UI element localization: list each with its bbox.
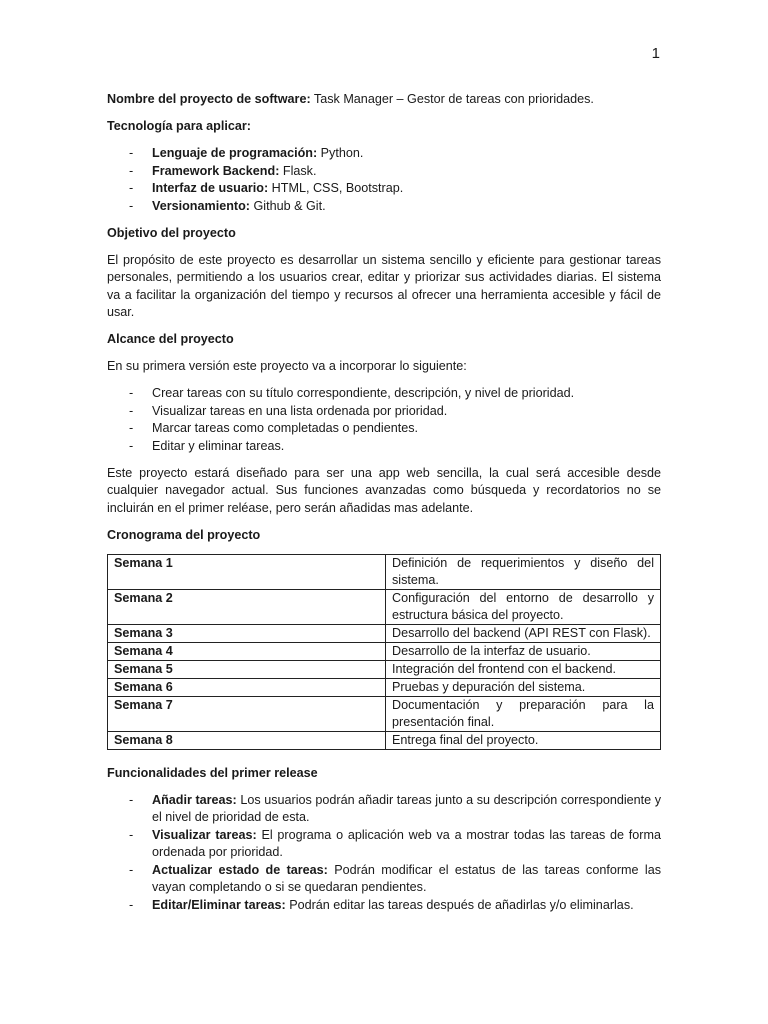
list-item (107, 198, 661, 216)
task-cell: Pruebas y depuración del sistema. (386, 678, 661, 696)
task-cell: Definición de requerimientos y diseño del sistema. (386, 554, 661, 589)
table-row (108, 660, 661, 678)
item-value: Podrán modificar el estatus de las tareas conforme las vayan completando o si se quedaran pendientes. (152, 862, 662, 894)
project-name-line (107, 91, 661, 109)
item-value: Podrán editar las tareas después de añadirlas y/o eliminarlas. (289, 897, 634, 912)
project-name-label: Nombre del proyecto de software: (107, 92, 311, 106)
list-item (107, 792, 661, 827)
week-cell: Semana 7 (108, 696, 386, 731)
week-cell: Semana 5 (108, 660, 386, 678)
task-cell: Integración del frontend con el backend. (386, 660, 661, 678)
week-cell: Semana 3 (108, 624, 386, 642)
table-row (108, 642, 661, 660)
item-value: Python. (320, 146, 364, 160)
list-item (107, 897, 661, 915)
scope-heading: Alcance del proyecto (107, 332, 234, 346)
schedule-heading: Cronograma del proyecto (107, 527, 261, 542)
task-cell: Desarrollo del backend (API REST con Flask). (386, 624, 661, 642)
list-item: - Editar y eliminar tareas. (107, 438, 661, 456)
list-item (107, 145, 661, 163)
table-row (108, 624, 661, 642)
week-cell: Semana 2 (108, 589, 386, 624)
week-cell: Semana 8 (108, 731, 386, 749)
week-cell: Semana 4 (108, 642, 386, 660)
list-item (107, 862, 661, 897)
schedule-table (107, 554, 661, 750)
item-value: Los usuarios podrán añadir tareas junto a su descripción correspondiente y el nivel de prioridad de esta. (152, 792, 661, 824)
item-label: Versionamiento: (152, 198, 250, 213)
table-row (108, 731, 661, 749)
item-value: Flask. (282, 163, 317, 178)
week-cell: Semana 1 (108, 554, 386, 589)
project-name-value: Task Manager – Gestor de tareas con prioridades. (313, 92, 594, 106)
list-item (107, 163, 661, 181)
list-item (107, 827, 661, 862)
table-row (108, 589, 661, 624)
scope-list (107, 385, 661, 455)
table-row (108, 678, 661, 696)
task-cell: Entrega final del proyecto. (386, 731, 661, 749)
item-value: El programa o aplicación web va a mostrar todas las tareas de forma ordenada por prioridad. (152, 827, 661, 859)
item-value: Github & Git. (253, 198, 326, 213)
task-cell: Desarrollo de la interfaz de usuario. (386, 642, 661, 660)
item-value: HTML, CSS, Bootstrap. (271, 181, 404, 195)
features-list (107, 792, 661, 915)
page-number: 1 (651, 45, 660, 62)
document-body (107, 91, 661, 924)
item-label: Visualizar tareas: (152, 827, 257, 842)
objective-heading: Objetivo del proyecto (107, 225, 236, 240)
objective-text: El propósito de este proyecto es desarrollar un sistema sencillo y eficiente para gestionar tareas personales, permitiendo a los usuarios crear, editar y priorizar sus actividades diarias. El sistema va a facilitar la organización del tiempo y recursos al ofrecer una herramienta accesible y fácil de usar. (107, 252, 661, 319)
list-item: - Crear tareas con su título correspondiente, descripción, y nivel de prioridad. (107, 385, 661, 403)
list-item: - Marcar tareas como completadas o pendientes. (107, 420, 661, 438)
item-label: Framework Backend: (152, 163, 280, 178)
task-cell: Configuración del entorno de desarrollo y estructura básica del proyecto. (386, 589, 661, 624)
item-label: Interfaz de usuario: (152, 181, 269, 195)
item-label: Lenguaje de programación: (152, 146, 318, 160)
task-cell: Documentación y preparación para la presentación final. (386, 696, 661, 731)
scope-outro: Este proyecto estará diseñado para ser una app web sencilla, la cual será accesible desde cualquier navegador actual. Sus funciones avanzadas como búsqueda y recordatorios no se incluirán en el primer reléase, pero serán añadidas mas adelante. (107, 465, 661, 515)
scope-intro: En su primera versión este proyecto va a incorporar lo siguiente: (107, 359, 467, 373)
table-row (108, 554, 661, 589)
item-label: Actualizar estado de tareas: (152, 862, 328, 877)
technology-heading: Tecnología para aplicar: (107, 119, 251, 133)
list-item (107, 180, 661, 198)
item-label: Añadir tareas: (152, 792, 237, 807)
features-heading: Funcionalidades del primer release (107, 765, 318, 780)
table-row (108, 696, 661, 731)
list-item: - Visualizar tareas en una lista ordenada por prioridad. (107, 403, 661, 421)
technology-list (107, 145, 661, 215)
item-label: Editar/Eliminar tareas: (152, 897, 286, 912)
week-cell: Semana 6 (108, 678, 386, 696)
